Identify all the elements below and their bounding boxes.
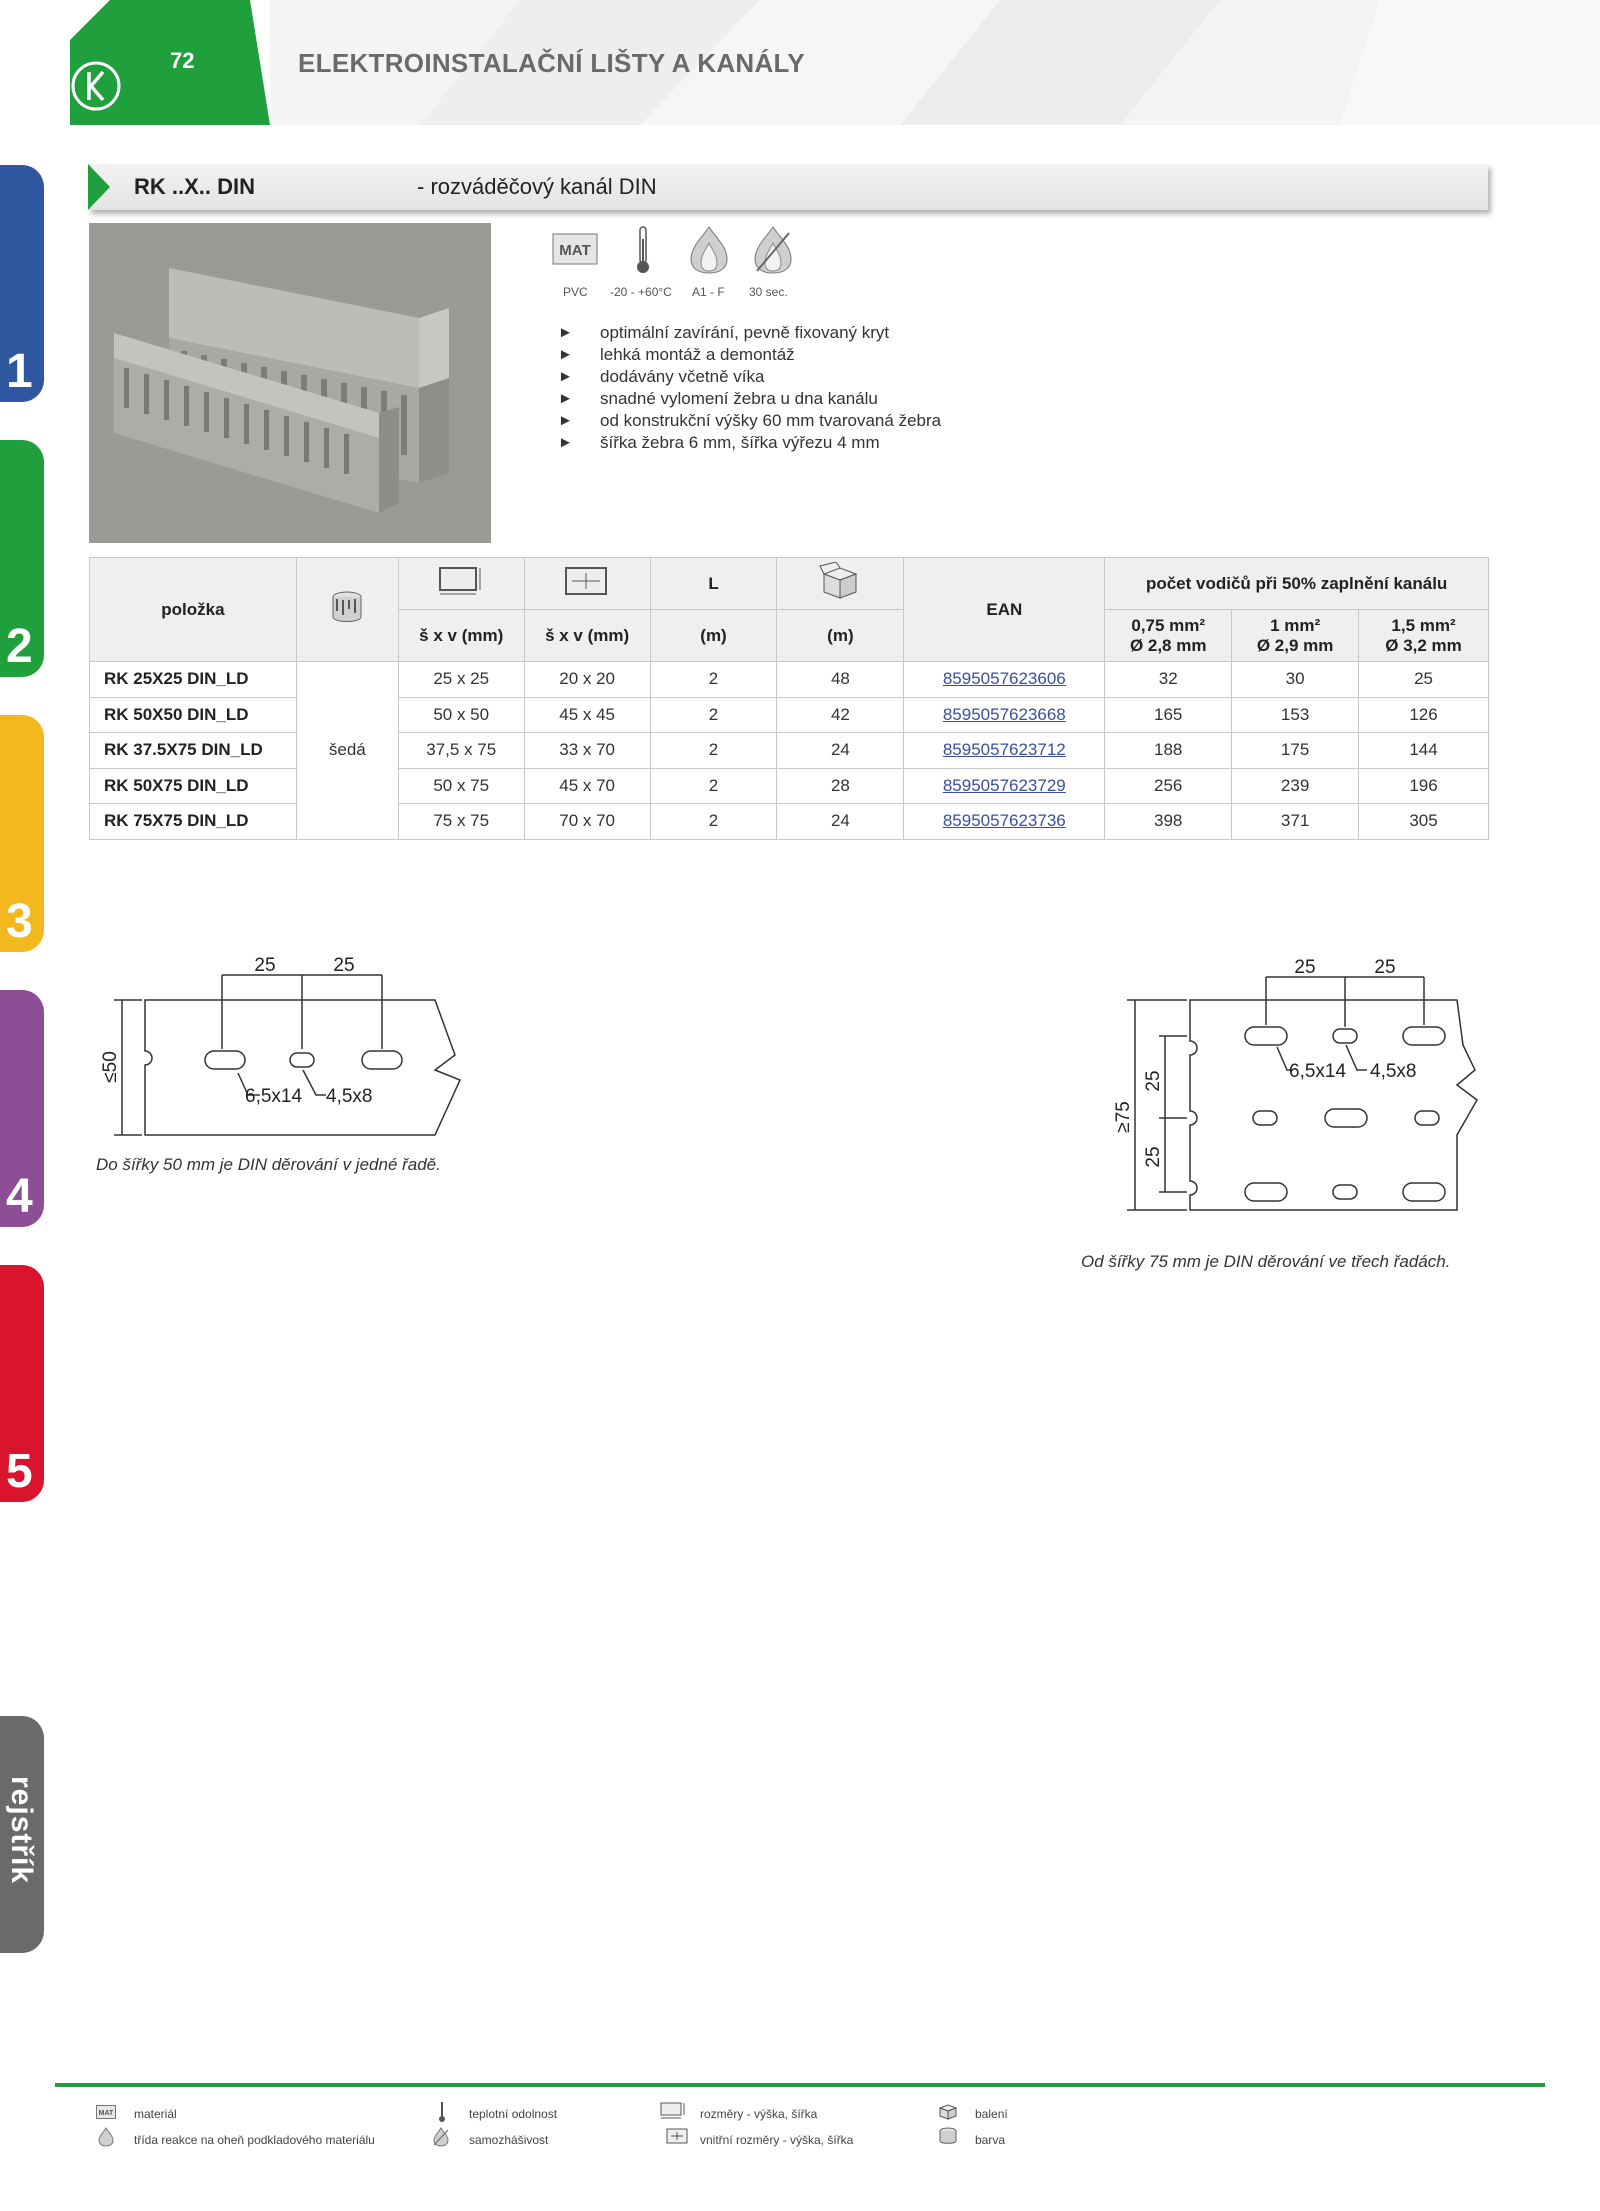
outer-dims: 75 x 75 — [398, 804, 524, 840]
conductors-1: 175 — [1232, 733, 1359, 769]
ean-cell — [904, 804, 1105, 840]
inner-dims: 33 x 70 — [524, 733, 650, 769]
length: 2 — [650, 733, 777, 769]
legend-label: barva — [975, 2133, 1006, 2147]
header-conductor-1 — [1232, 610, 1359, 662]
header-inner-dims: š x v (mm) — [524, 610, 650, 662]
conductors-15: 305 — [1359, 804, 1489, 840]
header-inner-dims-icon-cell — [524, 558, 650, 610]
section-arrow-icon — [88, 164, 110, 210]
conductor-section: 0,75 mm² — [1131, 615, 1206, 635]
package: 28 — [777, 768, 904, 804]
perforation-diagram-single-row — [90, 945, 470, 1145]
spec-fire-class-label: A1 - F — [692, 285, 725, 299]
inner-dims: 70 x 70 — [524, 804, 650, 840]
conductors-15: 144 — [1359, 733, 1489, 769]
ean-link[interactable]: 8595057623606 — [942, 669, 1066, 689]
chapter-tab-label: 1 — [6, 345, 33, 398]
package: 24 — [777, 733, 904, 769]
conductors-075: 188 — [1105, 733, 1232, 769]
chapter-tab-1[interactable] — [0, 165, 44, 402]
outer-dims-icon — [436, 564, 486, 598]
conductors-075: 165 — [1105, 697, 1232, 733]
package-icon — [938, 2102, 958, 2120]
header-outer-dims-icon-cell — [398, 558, 524, 610]
perforation-diagram-three-rows — [1105, 945, 1505, 1235]
inner-dims: 45 x 45 — [524, 697, 650, 733]
section-code: RK ..X.. DIN — [134, 174, 256, 199]
index-tab-label: rejstřík — [5, 1776, 38, 1885]
flame-class-icon — [98, 2127, 114, 2147]
header-color-cell — [296, 558, 398, 662]
dim-spacing-b: 25 — [333, 955, 355, 976]
dim-row-spacing-2: 25 — [1143, 1146, 1164, 1168]
spec-temperature-label: -20 - +60°C — [610, 285, 672, 299]
legend-label: samozhášivost — [469, 2133, 549, 2147]
chapter-tab-4[interactable] — [0, 990, 44, 1227]
ean-link[interactable]: 8595057623729 — [942, 775, 1066, 795]
ean-cell — [904, 768, 1105, 804]
header-conductors: počet vodičů při 50% zaplnění kanálu — [1105, 558, 1489, 610]
spec-material-label: PVC — [563, 285, 588, 299]
inner-dims: 20 x 20 — [524, 662, 650, 698]
ean-link[interactable]: 8595057623712 — [942, 740, 1066, 760]
index-tab[interactable] — [0, 1716, 44, 1953]
outer-dims: 25 x 25 — [398, 662, 524, 698]
outer-dims-icon — [660, 2102, 686, 2120]
conductors-075: 398 — [1105, 804, 1232, 840]
dim-row-spacing-1: 25 — [1143, 1070, 1164, 1092]
conductors-15: 126 — [1359, 697, 1489, 733]
feature-item: ► snadné vylomení žebra u dna kanálu — [558, 388, 941, 410]
item-code: RK 50X75 DIN_LD — [90, 768, 297, 804]
dim-spacing-b: 25 — [1374, 957, 1396, 978]
spec-self-extinguish-label: 30 sec. — [749, 285, 788, 299]
item-color: šedá — [296, 662, 398, 840]
page-title: ELEKTROINSTALAČNÍ LIŠTY A KANÁLY — [298, 48, 805, 78]
length: 2 — [650, 697, 777, 733]
outer-dims: 37,5 x 75 — [398, 733, 524, 769]
item-code: RK 25X25 DIN_LD — [90, 662, 297, 698]
diagram-left-caption: Do šířky 50 mm je DIN děrování v jedné řadě. — [96, 1155, 441, 1174]
length: 2 — [650, 768, 777, 804]
flame-class-icon — [687, 225, 731, 275]
section-bar — [88, 164, 1488, 210]
svg-text:MAT: MAT — [98, 2110, 114, 2117]
chapter-tab-2[interactable] — [0, 440, 44, 677]
header-package-icon-cell — [777, 558, 904, 610]
feature-item: ► dodávány včetně víka — [558, 366, 941, 388]
outer-dims: 50 x 50 — [398, 697, 524, 733]
outer-dims: 50 x 75 — [398, 768, 524, 804]
conductor-diameter: Ø 3,2 mm — [1385, 635, 1462, 655]
conductors-1: 371 — [1232, 804, 1359, 840]
feature-item: ► optimální zavírání, pevně fixovaný kryt — [558, 322, 941, 344]
conductor-diameter: Ø 2,8 mm — [1129, 635, 1207, 655]
feature-item: ► šířka žebra 6 mm, šířka výřezu 4 mm — [558, 432, 941, 454]
conductors-075: 256 — [1105, 768, 1232, 804]
ean-cell — [904, 662, 1105, 698]
company-logo-icon — [70, 60, 122, 112]
legend-label: materiál — [134, 2107, 177, 2121]
header-outer-dims: š x v (mm) — [398, 610, 524, 662]
item-code: RK 75X75 DIN_LD — [90, 804, 297, 840]
material-icon — [96, 2105, 116, 2119]
header-package-unit: (m) — [777, 610, 904, 662]
header-conductor-075 — [1105, 610, 1232, 662]
conductor-section: 1 mm² — [1270, 615, 1321, 635]
color-icon — [329, 589, 365, 625]
self-extinguishing-icon — [751, 225, 795, 275]
conductors-1: 239 — [1232, 768, 1359, 804]
legend-label: třída reakce na oheň podkladového materiálu — [134, 2133, 375, 2147]
chapter-tab-3[interactable] — [0, 715, 44, 952]
conductors-1: 153 — [1232, 697, 1359, 733]
package: 24 — [777, 804, 904, 840]
product-photo — [89, 223, 491, 543]
ean-link[interactable]: 8595057623668 — [942, 704, 1066, 724]
section-description: - rozváděčový kanál DIN — [417, 174, 657, 199]
conductors-075: 32 — [1105, 662, 1232, 698]
self-extinguishing-icon — [432, 2127, 450, 2147]
legend-label: teplotní odolnost — [469, 2107, 558, 2121]
dim-spacing-a: 25 — [254, 955, 276, 976]
length: 2 — [650, 662, 777, 698]
header-length-unit: (m) — [650, 610, 777, 662]
conductor-section: 1,5 mm² — [1391, 615, 1456, 635]
package: 42 — [777, 697, 904, 733]
dim-height: ≥75 — [1113, 1101, 1134, 1133]
header-item: položka — [90, 558, 297, 662]
header-ean: EAN — [904, 558, 1105, 662]
color-icon — [938, 2127, 958, 2145]
product-table — [89, 557, 1489, 840]
conductor-diameter: Ø 2,9 mm — [1256, 635, 1334, 655]
hole-small-label: 4,5x8 — [326, 1086, 373, 1107]
diagram-right-caption: Od šířky 75 mm je DIN děrování ve třech řadách. — [1081, 1252, 1451, 1271]
conductors-15: 25 — [1359, 662, 1489, 698]
chapter-tab-label: 3 — [6, 895, 33, 948]
conductors-1: 30 — [1232, 662, 1359, 698]
inner-dims: 45 x 70 — [524, 768, 650, 804]
feature-list — [558, 322, 941, 454]
length: 2 — [650, 804, 777, 840]
conductors-15: 196 — [1359, 768, 1489, 804]
dim-height: ≤50 — [100, 1051, 121, 1083]
inner-dims-icon — [562, 564, 612, 598]
svg-text:MAT: MAT — [559, 242, 591, 259]
chapter-tab-label: 2 — [6, 620, 33, 673]
ean-cell — [904, 733, 1105, 769]
table-row — [90, 662, 1489, 698]
package: 48 — [777, 662, 904, 698]
hole-small-label: 4,5x8 — [1370, 1061, 1417, 1082]
ean-link[interactable]: 8595057623736 — [942, 811, 1066, 831]
feature-item: ► lehká montáž a demontáž — [558, 344, 941, 366]
footer-divider — [55, 2083, 1545, 2087]
package-icon — [818, 562, 862, 600]
page-number: 72 — [170, 48, 195, 73]
ean-cell — [904, 697, 1105, 733]
feature-item: ► od konstrukční výšky 60 mm tvarovaná žebra — [558, 410, 941, 432]
header-length: L — [650, 558, 777, 610]
hole-large-label: 6,5x14 — [245, 1086, 303, 1107]
legend-label: vnitřní rozměry - výška, šířka — [700, 2133, 854, 2147]
chapter-tab-label: 5 — [6, 1445, 33, 1498]
thermometer-icon — [635, 225, 651, 275]
dim-spacing-a: 25 — [1294, 957, 1316, 978]
item-code: RK 50X50 DIN_LD — [90, 697, 297, 733]
chapter-tab-label: 4 — [6, 1170, 33, 1223]
thermometer-icon — [438, 2102, 446, 2122]
inner-dims-icon — [666, 2128, 688, 2144]
material-icon — [552, 233, 598, 265]
legend-label: rozměry - výška, šířka — [700, 2107, 818, 2121]
header-conductor-15 — [1359, 610, 1489, 662]
item-code: RK 37.5X75 DIN_LD — [90, 733, 297, 769]
chapter-tab-5[interactable] — [0, 1265, 44, 1502]
legend-label: balení — [975, 2107, 1008, 2121]
hole-large-label: 6,5x14 — [1289, 1061, 1347, 1082]
